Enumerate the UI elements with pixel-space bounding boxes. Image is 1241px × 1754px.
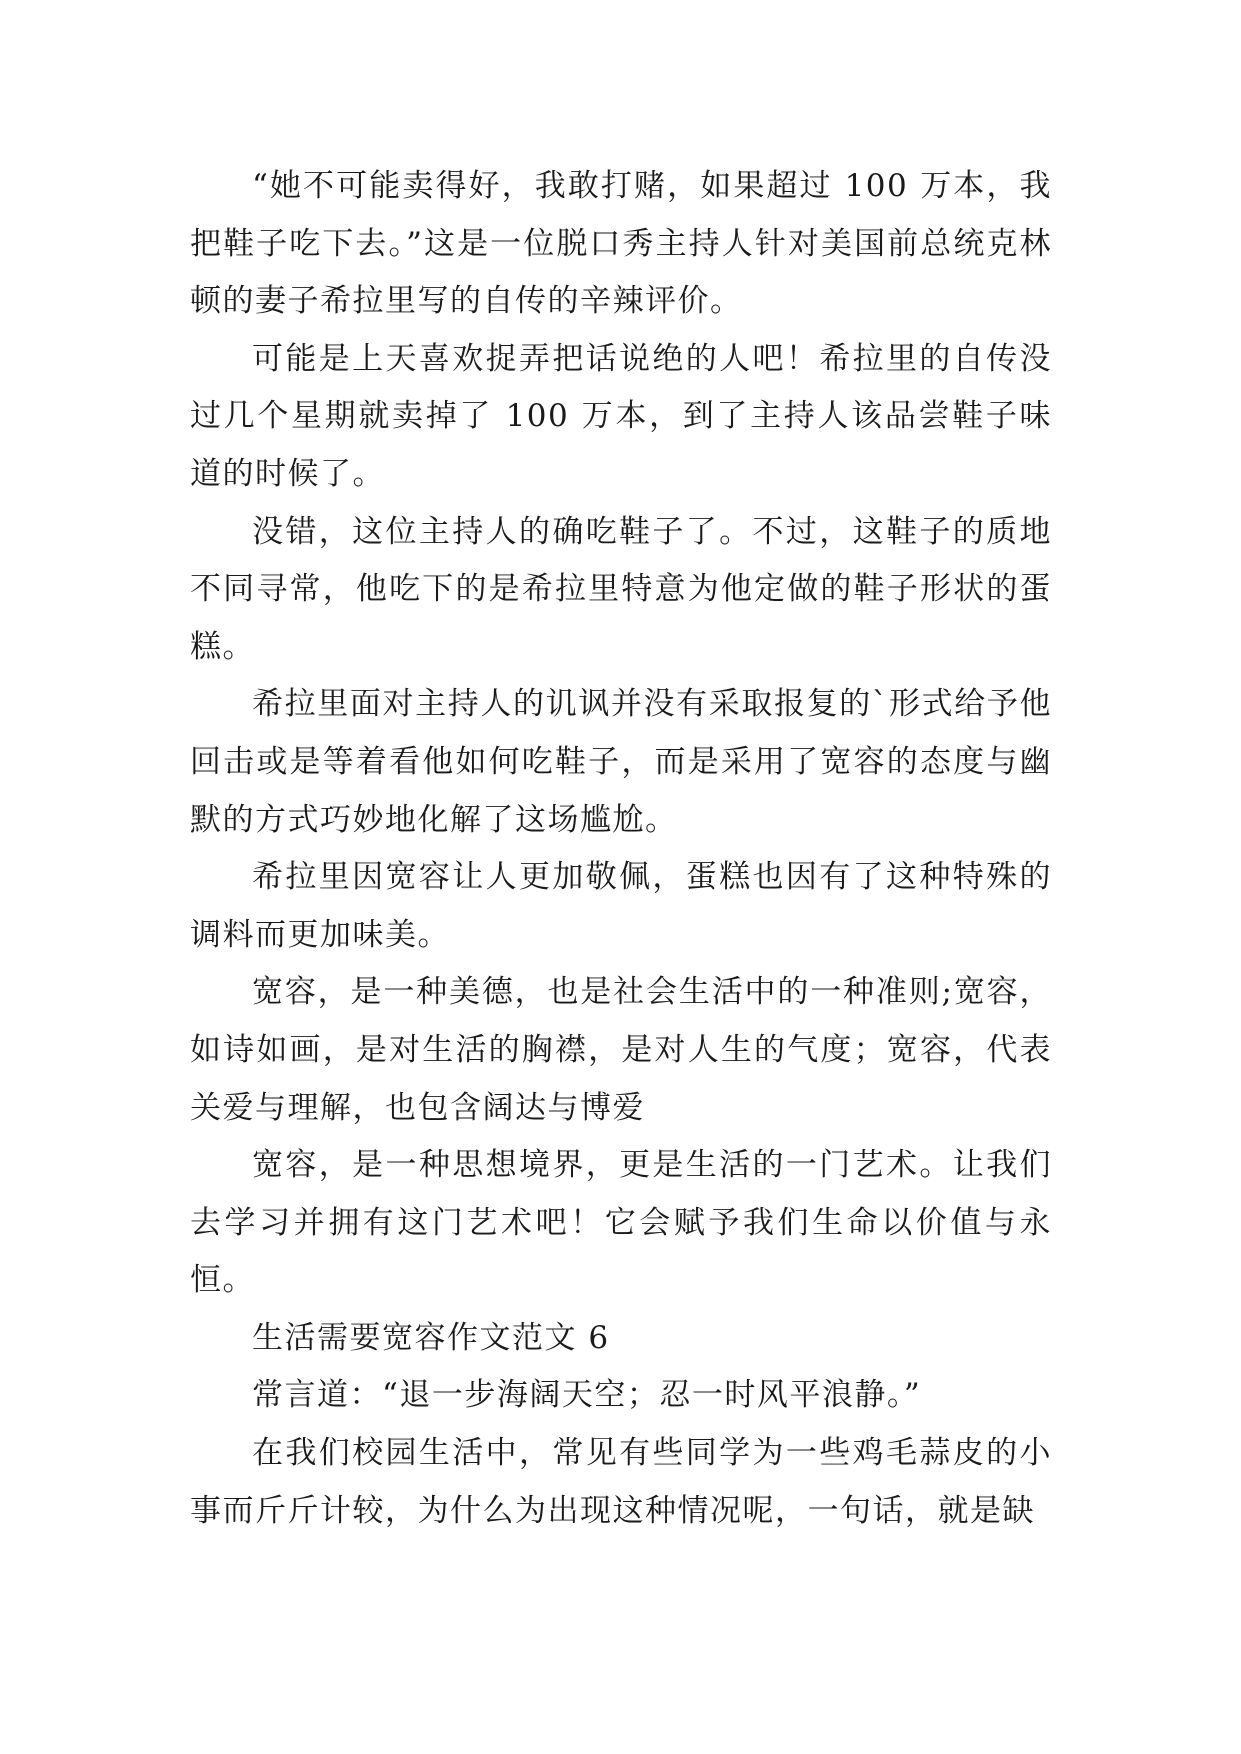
paragraph: 希拉里面对主持人的讥讽并没有采取报复的`形式给予他回击或是等着看他如何吃鞋子，而是采用了宽容的态度与幽默的方式巧妙地化解了这场尴尬。 bbox=[190, 686, 1052, 838]
paragraph: 可能是上天喜欢捉弄把话说绝的人吧！希拉里的自传没过几个星期就卖掉了 100 万本，到了主持人该品尝鞋子味道的时候了。 bbox=[190, 340, 1052, 492]
document-body bbox=[190, 158, 1052, 1540]
paragraph: 在我们校园生活中，常见有些同学为一些鸡毛蒜皮的小事而斤斤计较，为什么为出现这种情况呢，一句话，就是缺 bbox=[190, 1435, 1052, 1529]
paragraph: 希拉里因宽容让人更加敬佩，蛋糕也因有了这种特殊的调料而更加味美。 bbox=[190, 859, 1052, 953]
paragraph: 常言道：“退一步海阔天空；忍一时风平浪静。” bbox=[252, 1377, 922, 1414]
paragraph: 宽容，是一种美德，也是社会生活中的一种准则;宽容，如诗如画，是对生活的胸襟，是对人生的气度；宽容，代表关爱与理解，也包含阔达与博爱 bbox=[190, 974, 1052, 1126]
paragraph: 宽容，是一种思想境界，更是生活的一门艺术。让我们去学习并拥有这门艺术吧！它会赋予我们生命以价值与永恒。 bbox=[190, 1147, 1052, 1299]
paragraph: “她不可能卖得好，我敢打赌，如果超过 100 万本，我把鞋子吃下去。”这是一位脱口秀主持人针对美国前总统克林顿的妻子希拉里写的自传的辛辣评价。 bbox=[190, 168, 1052, 320]
section-heading: 生活需要宽容作文范文 6 bbox=[252, 1319, 610, 1356]
paragraph: 没错，这位主持人的确吃鞋子了。不过，这鞋子的质地不同寻常，他吃下的是希拉里特意为他定做的鞋子形状的蛋糕。 bbox=[190, 513, 1052, 665]
